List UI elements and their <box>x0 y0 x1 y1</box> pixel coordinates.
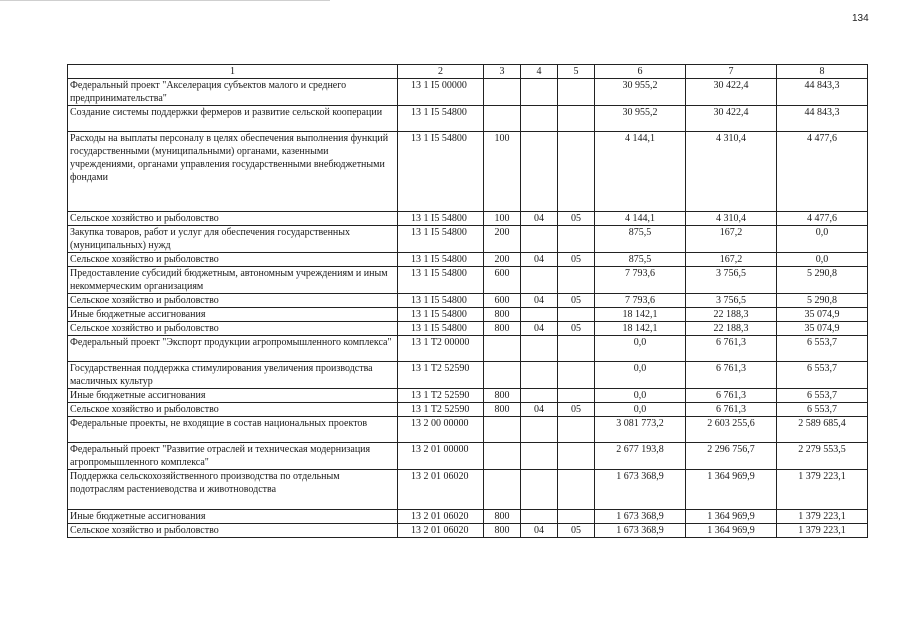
table-row <box>68 267 868 294</box>
cell-expense-type: 100 <box>484 132 521 212</box>
cell-amount-col6: 0,0 <box>595 403 686 417</box>
cell-name: Сельское хозяйство и рыболовство <box>68 524 398 538</box>
table-row <box>68 336 868 362</box>
scan-edge-line <box>0 0 330 1</box>
cell-amount-col8: 1 379 223,1 <box>777 470 868 510</box>
cell-amount-col6: 0,0 <box>595 362 686 389</box>
cell-expense-type: 800 <box>484 524 521 538</box>
table-row <box>68 417 868 443</box>
header-cell: 3 <box>484 65 521 79</box>
cell-section <box>521 510 558 524</box>
cell-expense-type: 200 <box>484 253 521 267</box>
cell-amount-col8: 44 843,3 <box>777 106 868 132</box>
table-row <box>68 132 868 212</box>
cell-amount-col8: 0,0 <box>777 226 868 253</box>
cell-subsection: 05 <box>558 294 595 308</box>
cell-target-code: 13 1 I5 54800 <box>398 132 484 212</box>
cell-subsection <box>558 362 595 389</box>
cell-name: Иные бюджетные ассигнования <box>68 308 398 322</box>
table-row <box>68 226 868 253</box>
cell-subsection: 05 <box>558 253 595 267</box>
cell-section: 04 <box>521 322 558 336</box>
budget-table <box>67 64 868 538</box>
header-cell: 6 <box>595 65 686 79</box>
header-cell: 2 <box>398 65 484 79</box>
cell-amount-col8: 6 553,7 <box>777 389 868 403</box>
cell-amount-col6: 2 677 193,8 <box>595 443 686 470</box>
cell-amount-col6: 875,5 <box>595 253 686 267</box>
cell-expense-type <box>484 362 521 389</box>
cell-amount-col8: 4 477,6 <box>777 212 868 226</box>
cell-subsection <box>558 106 595 132</box>
cell-subsection <box>558 389 595 403</box>
cell-amount-col6: 0,0 <box>595 389 686 403</box>
cell-subsection <box>558 308 595 322</box>
cell-amount-col6: 4 144,1 <box>595 212 686 226</box>
cell-name: Федеральные проекты, не входящие в состав национальных проектов <box>68 417 398 443</box>
cell-target-code: 13 1 T2 00000 <box>398 336 484 362</box>
cell-subsection <box>558 417 595 443</box>
table-row <box>68 212 868 226</box>
cell-amount-col8: 5 290,8 <box>777 267 868 294</box>
table-row <box>68 524 868 538</box>
cell-amount-col6: 1 673 368,9 <box>595 510 686 524</box>
cell-amount-col6: 18 142,1 <box>595 322 686 336</box>
cell-name: Расходы на выплаты персоналу в целях обеспечения выполнения функций государственными (муниципальными) органами, казенными учреждениями, органами управления государственными внебюджетными фондами <box>68 132 398 212</box>
cell-amount-col8: 35 074,9 <box>777 308 868 322</box>
cell-section: 04 <box>521 212 558 226</box>
cell-name: Сельское хозяйство и рыболовство <box>68 212 398 226</box>
cell-target-code: 13 1 I5 54800 <box>398 212 484 226</box>
cell-section: 04 <box>521 403 558 417</box>
cell-section: 04 <box>521 294 558 308</box>
cell-name: Сельское хозяйство и рыболовство <box>68 294 398 308</box>
cell-expense-type: 800 <box>484 510 521 524</box>
cell-section <box>521 106 558 132</box>
cell-amount-col7: 30 422,4 <box>686 106 777 132</box>
cell-name: Государственная поддержка стимулирования увеличения производства масличных культур <box>68 362 398 389</box>
cell-name: Иные бюджетные ассигнования <box>68 389 398 403</box>
cell-amount-col6: 1 673 368,9 <box>595 470 686 510</box>
cell-expense-type: 800 <box>484 322 521 336</box>
cell-amount-col7: 167,2 <box>686 226 777 253</box>
cell-target-code: 13 2 01 06020 <box>398 524 484 538</box>
cell-target-code: 13 2 01 06020 <box>398 470 484 510</box>
cell-target-code: 13 1 T2 52590 <box>398 362 484 389</box>
cell-expense-type: 200 <box>484 226 521 253</box>
cell-name: Сельское хозяйство и рыболовство <box>68 253 398 267</box>
cell-section <box>521 336 558 362</box>
cell-amount-col7: 1 364 969,9 <box>686 470 777 510</box>
cell-expense-type: 600 <box>484 294 521 308</box>
cell-amount-col7: 22 188,3 <box>686 322 777 336</box>
cell-subsection: 05 <box>558 403 595 417</box>
table-header-row <box>68 65 868 79</box>
cell-name: Создание системы поддержки фермеров и развитие сельской кооперации <box>68 106 398 132</box>
cell-amount-col8: 6 553,7 <box>777 403 868 417</box>
cell-target-code: 13 1 I5 54800 <box>398 294 484 308</box>
table-row <box>68 106 868 132</box>
cell-expense-type <box>484 336 521 362</box>
cell-subsection <box>558 226 595 253</box>
cell-amount-col8: 1 379 223,1 <box>777 510 868 524</box>
cell-name: Федеральный проект "Развитие отраслей и техническая модернизация агропромышленного комплекса" <box>68 443 398 470</box>
cell-section <box>521 443 558 470</box>
cell-section <box>521 132 558 212</box>
cell-section: 04 <box>521 524 558 538</box>
cell-target-code: 13 2 01 00000 <box>398 443 484 470</box>
cell-subsection <box>558 267 595 294</box>
cell-amount-col7: 4 310,4 <box>686 212 777 226</box>
cell-expense-type <box>484 417 521 443</box>
table-row <box>68 294 868 308</box>
cell-name: Сельское хозяйство и рыболовство <box>68 403 398 417</box>
cell-amount-col7: 4 310,4 <box>686 132 777 212</box>
cell-amount-col7: 6 761,3 <box>686 389 777 403</box>
header-cell: 8 <box>777 65 868 79</box>
cell-amount-col7: 3 756,5 <box>686 267 777 294</box>
cell-expense-type <box>484 106 521 132</box>
cell-target-code: 13 1 I5 54800 <box>398 308 484 322</box>
cell-name: Иные бюджетные ассигнования <box>68 510 398 524</box>
header-cell: 5 <box>558 65 595 79</box>
cell-section <box>521 417 558 443</box>
table-row <box>68 308 868 322</box>
page-number: 134 <box>852 13 869 24</box>
cell-amount-col6: 875,5 <box>595 226 686 253</box>
header-cell: 7 <box>686 65 777 79</box>
table-row <box>68 362 868 389</box>
cell-amount-col6: 1 673 368,9 <box>595 524 686 538</box>
cell-target-code: 13 1 I5 54800 <box>398 267 484 294</box>
cell-amount-col7: 6 761,3 <box>686 403 777 417</box>
cell-amount-col8: 6 553,7 <box>777 362 868 389</box>
table-row <box>68 253 868 267</box>
cell-expense-type <box>484 470 521 510</box>
cell-target-code: 13 2 00 00000 <box>398 417 484 443</box>
cell-expense-type: 100 <box>484 212 521 226</box>
cell-amount-col7: 167,2 <box>686 253 777 267</box>
cell-name: Федеральный проект "Акселерация субъектов малого и среднего предпринимательства" <box>68 79 398 106</box>
cell-target-code: 13 1 I5 54800 <box>398 322 484 336</box>
cell-target-code: 13 1 I5 54800 <box>398 253 484 267</box>
cell-amount-col6: 30 955,2 <box>595 106 686 132</box>
cell-amount-col6: 3 081 773,2 <box>595 417 686 443</box>
cell-amount-col7: 22 188,3 <box>686 308 777 322</box>
cell-amount-col6: 18 142,1 <box>595 308 686 322</box>
cell-target-code: 13 1 T2 52590 <box>398 389 484 403</box>
cell-name: Федеральный проект "Экспорт продукции агропромышленного комплекса" <box>68 336 398 362</box>
cell-subsection <box>558 132 595 212</box>
cell-expense-type: 800 <box>484 308 521 322</box>
cell-section <box>521 470 558 510</box>
cell-amount-col7: 30 422,4 <box>686 79 777 106</box>
table-row <box>68 322 868 336</box>
cell-amount-col8: 2 589 685,4 <box>777 417 868 443</box>
cell-expense-type <box>484 443 521 470</box>
cell-subsection: 05 <box>558 212 595 226</box>
cell-name: Сельское хозяйство и рыболовство <box>68 322 398 336</box>
cell-section <box>521 226 558 253</box>
cell-expense-type: 600 <box>484 267 521 294</box>
cell-section <box>521 308 558 322</box>
cell-amount-col8: 5 290,8 <box>777 294 868 308</box>
cell-section <box>521 267 558 294</box>
cell-expense-type <box>484 79 521 106</box>
cell-amount-col7: 1 364 969,9 <box>686 524 777 538</box>
table-row <box>68 510 868 524</box>
cell-amount-col7: 1 364 969,9 <box>686 510 777 524</box>
cell-amount-col8: 1 379 223,1 <box>777 524 868 538</box>
cell-amount-col6: 30 955,2 <box>595 79 686 106</box>
cell-amount-col8: 6 553,7 <box>777 336 868 362</box>
cell-target-code: 13 1 I5 54800 <box>398 226 484 253</box>
table-row <box>68 470 868 510</box>
cell-name: Поддержка сельскохозяйственного производства по отдельным подотраслям растениеводства и животноводства <box>68 470 398 510</box>
cell-amount-col7: 2 296 756,7 <box>686 443 777 470</box>
cell-subsection: 05 <box>558 524 595 538</box>
cell-target-code: 13 2 01 06020 <box>398 510 484 524</box>
cell-amount-col6: 7 793,6 <box>595 267 686 294</box>
cell-amount-col7: 6 761,3 <box>686 336 777 362</box>
cell-target-code: 13 1 I5 54800 <box>398 106 484 132</box>
cell-section <box>521 79 558 106</box>
cell-amount-col7: 2 603 255,6 <box>686 417 777 443</box>
cell-subsection: 05 <box>558 322 595 336</box>
cell-target-code: 13 1 T2 52590 <box>398 403 484 417</box>
cell-amount-col6: 7 793,6 <box>595 294 686 308</box>
cell-amount-col7: 3 756,5 <box>686 294 777 308</box>
header-cell: 4 <box>521 65 558 79</box>
cell-amount-col8: 4 477,6 <box>777 132 868 212</box>
cell-subsection <box>558 79 595 106</box>
table-row <box>68 79 868 106</box>
cell-amount-col6: 0,0 <box>595 336 686 362</box>
cell-amount-col8: 44 843,3 <box>777 79 868 106</box>
cell-subsection <box>558 470 595 510</box>
cell-amount-col7: 6 761,3 <box>686 362 777 389</box>
cell-section: 04 <box>521 253 558 267</box>
cell-name: Закупка товаров, работ и услуг для обеспечения государственных (муниципальных) нужд <box>68 226 398 253</box>
table-row <box>68 403 868 417</box>
cell-target-code: 13 1 I5 00000 <box>398 79 484 106</box>
cell-section <box>521 389 558 403</box>
cell-expense-type: 800 <box>484 403 521 417</box>
cell-expense-type: 800 <box>484 389 521 403</box>
cell-subsection <box>558 336 595 362</box>
cell-section <box>521 362 558 389</box>
cell-subsection <box>558 510 595 524</box>
cell-amount-col6: 4 144,1 <box>595 132 686 212</box>
cell-amount-col8: 2 279 553,5 <box>777 443 868 470</box>
header-cell: 1 <box>68 65 398 79</box>
cell-subsection <box>558 443 595 470</box>
cell-amount-col8: 0,0 <box>777 253 868 267</box>
table-row <box>68 443 868 470</box>
table-row <box>68 389 868 403</box>
cell-amount-col8: 35 074,9 <box>777 322 868 336</box>
cell-name: Предоставление субсидий бюджетным, автономным учреждениям и иным некоммерческим организациям <box>68 267 398 294</box>
